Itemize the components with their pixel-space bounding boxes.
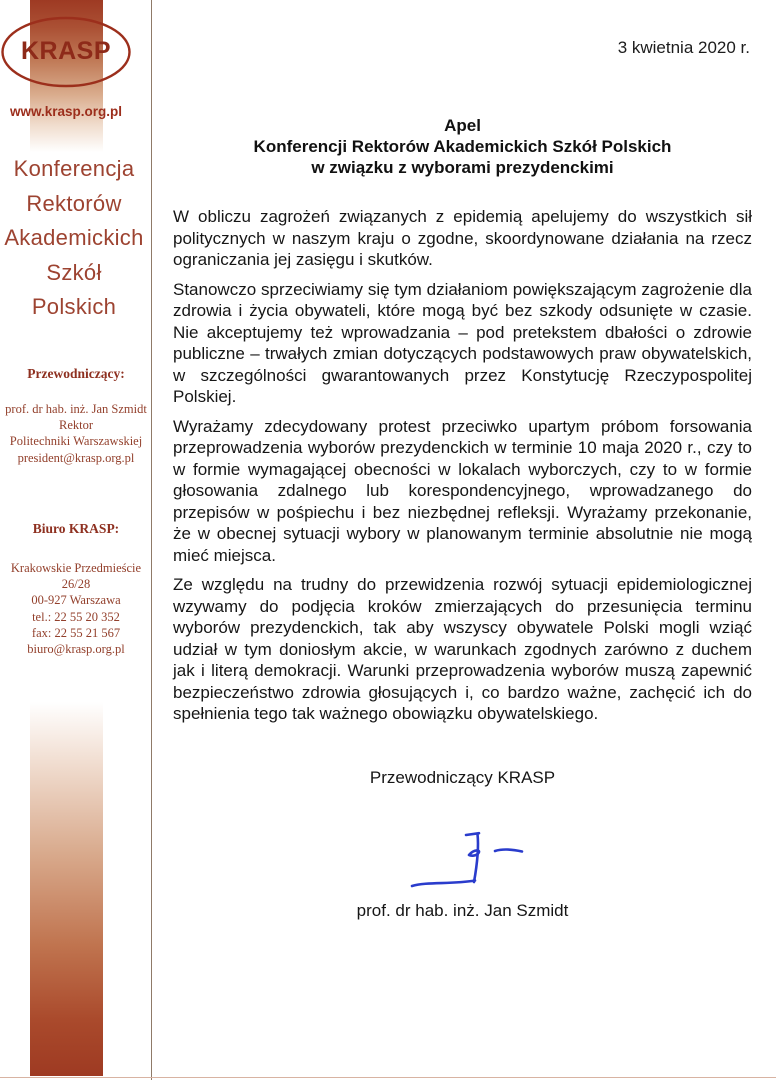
letter-title [173,115,752,178]
chairman-institution: Politechniki Warszawskiej [9,434,143,449]
office-phone: tel.: 22 55 20 352 [32,609,120,624]
page-bottom-rule [0,1077,776,1078]
paragraph: Wyrażamy zdecydowany protest przeciwko upartym próbom forsowania przeprowadzenia wyborów prezydenckich w terminie 10 maja 2020 r., czy to w formie wymagającej obecności w lokalach wyborczych, czy to w formie głosowania zdalnego lub korespondencyjnego, wprowadzanego do przepisów w pośpiechu i bez niezbędnej refleksji. Wyrażamy przekonanie, że w obecnej sytuacji wybory w planowanym terminie absolutnie nie mogą mieć miejsca. [173,416,752,565]
letter-date: 3 kwietnia 2020 r. [617,38,750,57]
paragraph: Stanowczo sprzeciwiamy się tym działaniom powiększającym zagrożenie dla zdrowia i życia obywateli, które mogą być bez szkody odsunięte w czasie. Nie akceptujemy też wprowadzania – pod pretekstem dbałości o zdrowie publiczne – trwałych zmian dotyczących podstawowych praw obywatelskich, w szczególności gwarantowanych przez Konstytucję Rzeczypospolitej Polskiej. [173,279,752,406]
sidebar-separator-line [151,0,152,1080]
office-details [0,560,152,657]
title-line: w związku z wyborami prezydenckimi [311,158,614,177]
chairman-name: prof. dr hab. inż. Jan Szmidt [5,402,147,416]
org-name-line: Konferencja [13,156,135,181]
closing-role: Przewodniczący KRASP [369,768,556,787]
title-line: Konferencji Rektorów Akademickich Szkół Polskich [253,137,672,156]
chairman-title: Rektor [58,418,94,433]
org-name-line: Rektorów [26,190,122,216]
office-email: biuro@krasp.org.pl [27,642,125,657]
handwritten-signature-icon [395,820,545,900]
paragraph: Ze względu na trudny do przewidzenia rozwój sytuacji epidemiologicznej wzywamy do podjęcia kroków zmierzających do przesunięcia terminu wyborów prezydenckich, tak aby wszyscy obywatele Polski mogli wziąć udział w tym doniosłym akcie, w warunkach zgodnych zarówno z duchem jak i literą demokracji. Warunki przeprowadzenia wyborów muszą zapewnić bezpieczeństwo zdrowia głosujących i, co bardzo ważne, zachęcić ich do spełnienia tego tak ważnego obowiązku obywatelskiego. [173,575,752,723]
org-name-line: Akademickich [4,225,144,251]
org-name-line: Szkół [46,259,102,285]
letter-body [173,206,752,733]
organisation-name [0,152,148,325]
office-street: Krakowskie Przedmieście 26/28 [10,561,142,592]
website-url: www.krasp.org.pl [9,104,123,119]
office-label: Biuro KRASP: [32,521,120,536]
chairman-email: president@krasp.org.pl [17,450,135,465]
office-city: 00-927 Warszawa [31,593,121,608]
krasp-logo-text: KRASP [20,37,111,65]
sidebar-bottom-gradient-bar [30,702,103,1076]
paragraph: W obliczu zagrożeń związanych z epidemią apelujemy do wszystkich sił politycznych w naszym kraju o zgodne, skoordynowane działania na rzecz ograniczania jej zasięgu i skutków. [173,207,752,269]
title-line: Apel [444,116,481,135]
chairman-label: Przewodniczący: [27,366,125,381]
org-name-line: Polskich [31,294,117,320]
chairman-details [0,401,152,466]
signatory-name: prof. dr hab. inż. Jan Szmidt [356,901,569,920]
office-fax: fax: 22 55 21 567 [31,625,121,640]
